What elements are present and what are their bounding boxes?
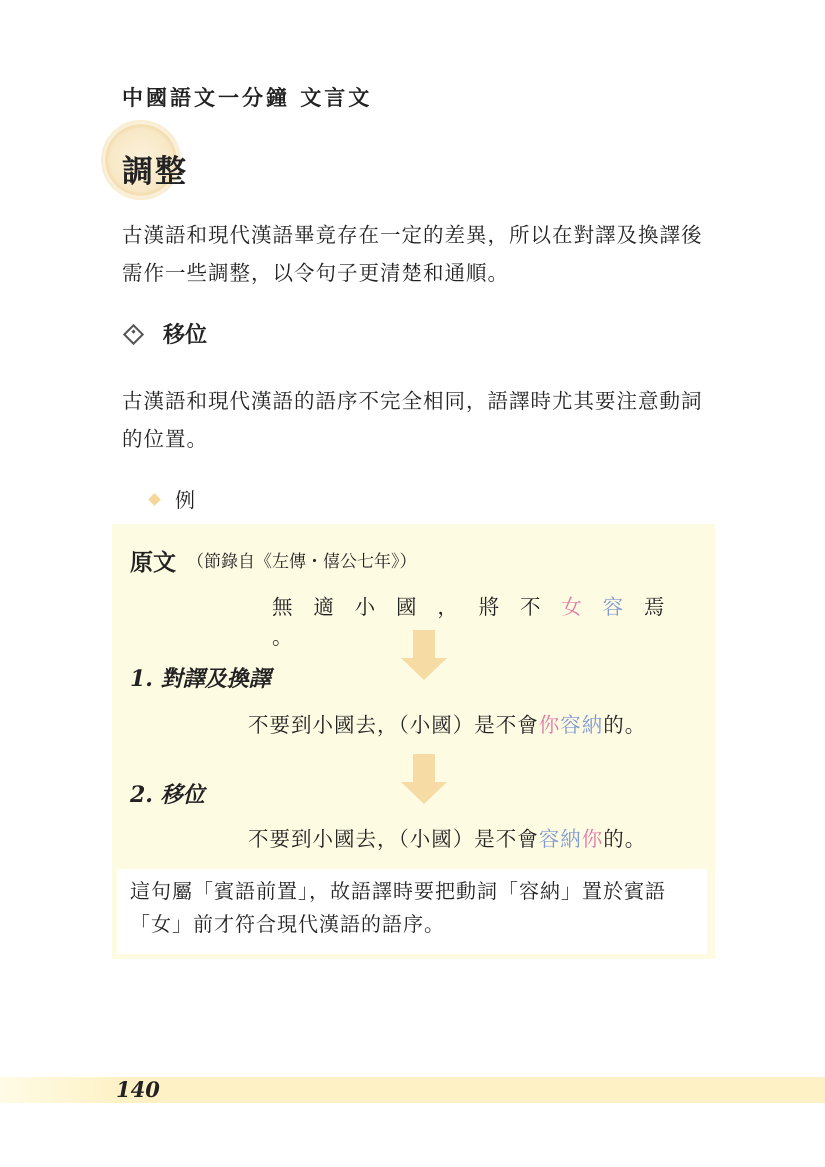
step2-heading: 2. 移位 bbox=[130, 782, 205, 808]
explanation-note bbox=[117, 869, 707, 954]
section-heading bbox=[122, 318, 207, 349]
step1-heading: 1. 對譯及換譯 bbox=[130, 666, 271, 692]
example-label-text: 例 bbox=[175, 488, 195, 512]
step1-text bbox=[248, 708, 646, 738]
example-label bbox=[150, 484, 195, 513]
book-header: 中國語文一分鐘 文言文 bbox=[122, 85, 373, 110]
step1-prefix: 不要到小國去，（小國）是不會 bbox=[248, 713, 539, 737]
diamond-small-icon bbox=[148, 493, 161, 506]
original-char: 無 bbox=[272, 595, 293, 619]
step2-highlight-accept: 容納 bbox=[538, 827, 582, 851]
section-heading-label: 移位 bbox=[163, 322, 208, 348]
step1-suffix: 的。 bbox=[603, 713, 647, 737]
step1-highlight-accept: 容納 bbox=[560, 713, 604, 737]
original-char: 將 bbox=[478, 595, 500, 619]
step1-highlight-you: 你 bbox=[538, 713, 561, 737]
explanation-text: 這句屬「賓語前置」，故語譯時要把動詞「容納」置於賓語「女」前才符合現代漢語的語序。 bbox=[130, 879, 666, 936]
original-char: 適 bbox=[313, 595, 334, 619]
step2-text bbox=[248, 822, 646, 852]
original-char: 國 bbox=[395, 595, 417, 619]
original-source: （節錄自《左傳・僖公七年》） bbox=[187, 552, 417, 572]
original-char: ， bbox=[437, 595, 458, 619]
original-char: 不 bbox=[519, 595, 541, 619]
original-char: 。 bbox=[272, 625, 293, 649]
step2-suffix: 的。 bbox=[603, 827, 647, 851]
original-char-highlight: 女 bbox=[561, 595, 582, 619]
step2-prefix: 不要到小國去，（小國）是不會 bbox=[248, 827, 539, 851]
section-paragraph: 古漢語和現代漢語的語序不完全相同，語譯時尤其要注意動詞的位置。 bbox=[122, 389, 703, 451]
page-number: 140 bbox=[116, 1077, 160, 1102]
original-char-highlight: 容 bbox=[602, 595, 624, 619]
original-char: 焉 bbox=[643, 595, 665, 619]
intro-paragraph: 古漢語和現代漢語畢竟存在一定的差異，所以在對譯及換譯後需作一些調整，以令句子更清楚和通順。 bbox=[122, 223, 703, 285]
down-arrow-icon bbox=[401, 630, 447, 682]
chapter-title: 調整 bbox=[122, 154, 188, 190]
original-label: 原文 bbox=[130, 549, 176, 576]
original-char: 小 bbox=[354, 595, 376, 619]
down-arrow-icon bbox=[401, 754, 447, 806]
example-box bbox=[112, 524, 715, 959]
step2-highlight-you: 你 bbox=[581, 827, 604, 851]
original-text bbox=[272, 590, 715, 650]
diamond-bullet-icon bbox=[123, 324, 144, 345]
